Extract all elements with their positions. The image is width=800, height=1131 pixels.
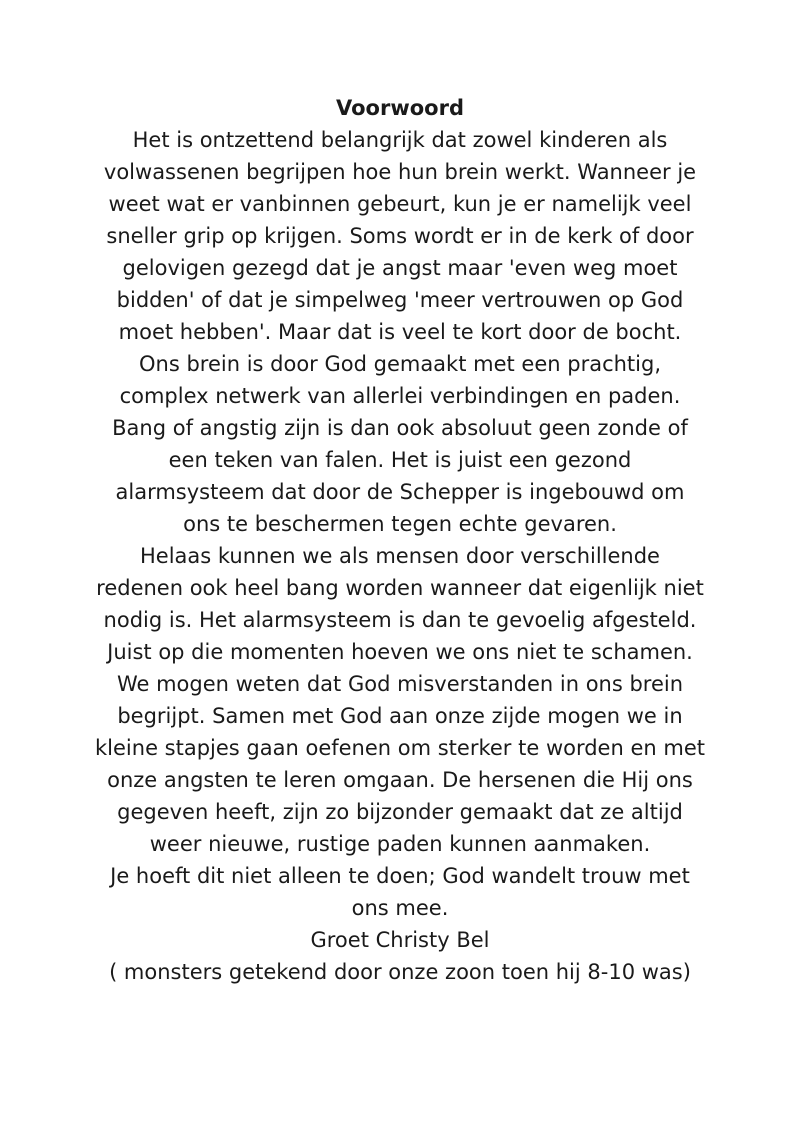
text-line: kleine stapjes gaan oefenen om sterker te worden en met <box>95 736 705 760</box>
text-line: moet hebben'. Maar dat is veel te kort door de bocht. <box>118 320 682 344</box>
text-line: ons te beschermen tegen echte gevaren. <box>183 512 617 536</box>
signature-line: Groet Christy Bel <box>310 928 490 952</box>
text-line: weer nieuwe, rustige paden kunnen aanmaken. <box>149 832 651 856</box>
text-line: bidden' of dat je simpelweg 'meer vertrouwen op God <box>116 288 684 312</box>
text-line: ons mee. <box>351 896 449 920</box>
text-line: onze angsten te leren omgaan. De hersenen die Hij ons <box>107 768 693 792</box>
footnote-line: ( monsters getekend door onze zoon toen hij 8-10 was) <box>109 960 691 984</box>
text-line: nodig is. Het alarmsysteem is dan te gevoelig afgesteld. <box>103 608 697 632</box>
text-line: gegeven heeft, zijn zo bijzonder gemaakt dat ze altijd <box>117 800 683 824</box>
text-line: begrijpt. Samen met God aan onze zijde mogen we in <box>117 704 683 728</box>
foreword-text <box>60 92 740 988</box>
text-line: complex netwerk van allerlei verbindingen en paden. <box>119 384 681 408</box>
text-line: Je hoeft dit niet alleen te doen; God wandelt trouw met <box>110 864 690 888</box>
text-line: gelovigen gezegd dat je angst maar 'even weg moet <box>122 256 678 280</box>
text-line: een teken van falen. Het is juist een gezond <box>168 448 632 472</box>
text-line: alarmsysteem dat door de Schepper is ingebouwd om <box>115 480 685 504</box>
text-line: Het is ontzettend belangrijk dat zowel kinderen als <box>132 128 668 152</box>
text-line: Juist op die momenten hoeven we ons niet te schamen. <box>107 640 693 664</box>
text-line: redenen ook heel bang worden wanneer dat eigenlijk niet <box>96 576 704 600</box>
text-line: Helaas kunnen we als mensen door verschillende <box>140 544 660 568</box>
page-title: Voorwoord <box>336 96 464 120</box>
text-line: We mogen weten dat God misverstanden in ons brein <box>116 672 684 696</box>
text-line: sneller grip op krijgen. Soms wordt er in de kerk of door <box>106 224 694 248</box>
text-line: weet wat er vanbinnen gebeurt, kun je er namelijk veel <box>108 192 692 216</box>
text-line: volwassenen begrijpen hoe hun brein werkt. Wanneer je <box>103 160 697 184</box>
text-line: Bang of angstig zijn is dan ook absoluut geen zonde of <box>112 416 688 440</box>
text-line: Ons brein is door God gemaakt met een prachtig, <box>139 352 661 376</box>
